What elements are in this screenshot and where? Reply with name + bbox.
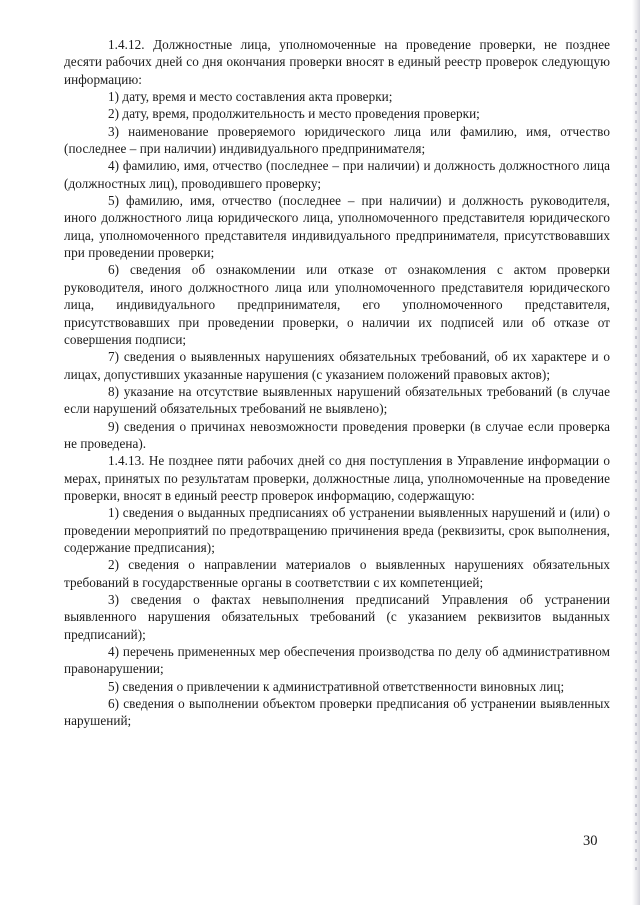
list-item: 3) сведения о фактах невыполнения предписаний Управления об устранении выявленного нарушения обязательных требований (с указанием реквизитов выданных предписаний); <box>64 592 610 642</box>
list-item: 5) фамилию, имя, отчество (последнее – при наличии) и должность руководителя, иного должностного лица юридического лица, уполномоченного представителя юридического лица, уполномоченного представителя индивидуального предпринимателя, присутствовавших при проведении проверки; <box>64 193 610 261</box>
list-item: 3) наименование проверяемого юридического лица или фамилию, имя, отчество (последнее – при наличии) индивидуального предпринимателя; <box>64 123 610 157</box>
list-item: 5) сведения о привлечении к административной ответственности виновных лиц; <box>108 678 565 694</box>
paragraph-1-4-12: 1.4.12. Должностные лица, уполномоченные на проведение проверки, не позднее десяти рабочих дней со дня окончания проверки вносят в единый реестр проверок следующую информацию: <box>64 37 610 87</box>
list-item: 7) сведения о выявленных нарушениях обязательных требований, об их характере и о лицах, допустивших указанные нарушения (с указанием положений правовых актов); <box>64 349 610 382</box>
list-item: 9) сведения о причинах невозможности проведения проверки (в случае если проверка не проведена). <box>64 418 610 451</box>
list-item: 2) дату, время, продолжительность и место проведения проверки; <box>108 106 480 122</box>
list-item: 2) сведения о направлении материалов о выявленных нарушениях обязательных требований в государственные органы в соответствии с их компетенцией; <box>64 557 610 590</box>
paragraph-1-4-13: 1.4.13. Не позднее пяти рабочих дней со дня поступления в Управление информации о мерах, принятых по результатам проверки, должностные лица, уполномоченные на проведение проверки, вносят в единый реестр проверок информацию, содержащую: <box>64 453 610 503</box>
list-item: 6) сведения об ознакомлении или отказе от ознакомления с актом проверки руководителя, иного должностного лица или уполномоченного представителя юридического лица, индивидуального предпринимателя, его уполномоченного представителя, присутствовавших при проведении проверки, о наличии их подписей или об отказе от совершения подписи; <box>64 262 610 347</box>
list-item: 4) перечень примененных мер обеспечения производства по делу об административном правонарушении; <box>64 644 610 677</box>
list-item: 1) дату, время и место составления акта проверки; <box>108 89 393 105</box>
list-item: 6) сведения о выполнении объектом проверки предписания об устранении выявленных нарушений; <box>64 696 610 729</box>
list-item: 4) фамилию, имя, отчество (последнее – при наличии) и должность должностного лица (должностных лиц), проводившего проверку; <box>64 158 610 191</box>
document-body <box>64 36 610 730</box>
scan-marks <box>635 30 637 870</box>
page-number: 30 <box>583 833 598 849</box>
list-item: 1) сведения о выданных предписаниях об устранении выявленных нарушений и (или) о проведении мероприятий по предотвращению причинения вреда (реквизиты, срок выполнения, содержание предписания); <box>64 505 610 555</box>
list-item: 8) указание на отсутствие выявленных нарушений обязательных требований (в случае если нарушений обязательных требований не выявлено); <box>64 383 610 417</box>
